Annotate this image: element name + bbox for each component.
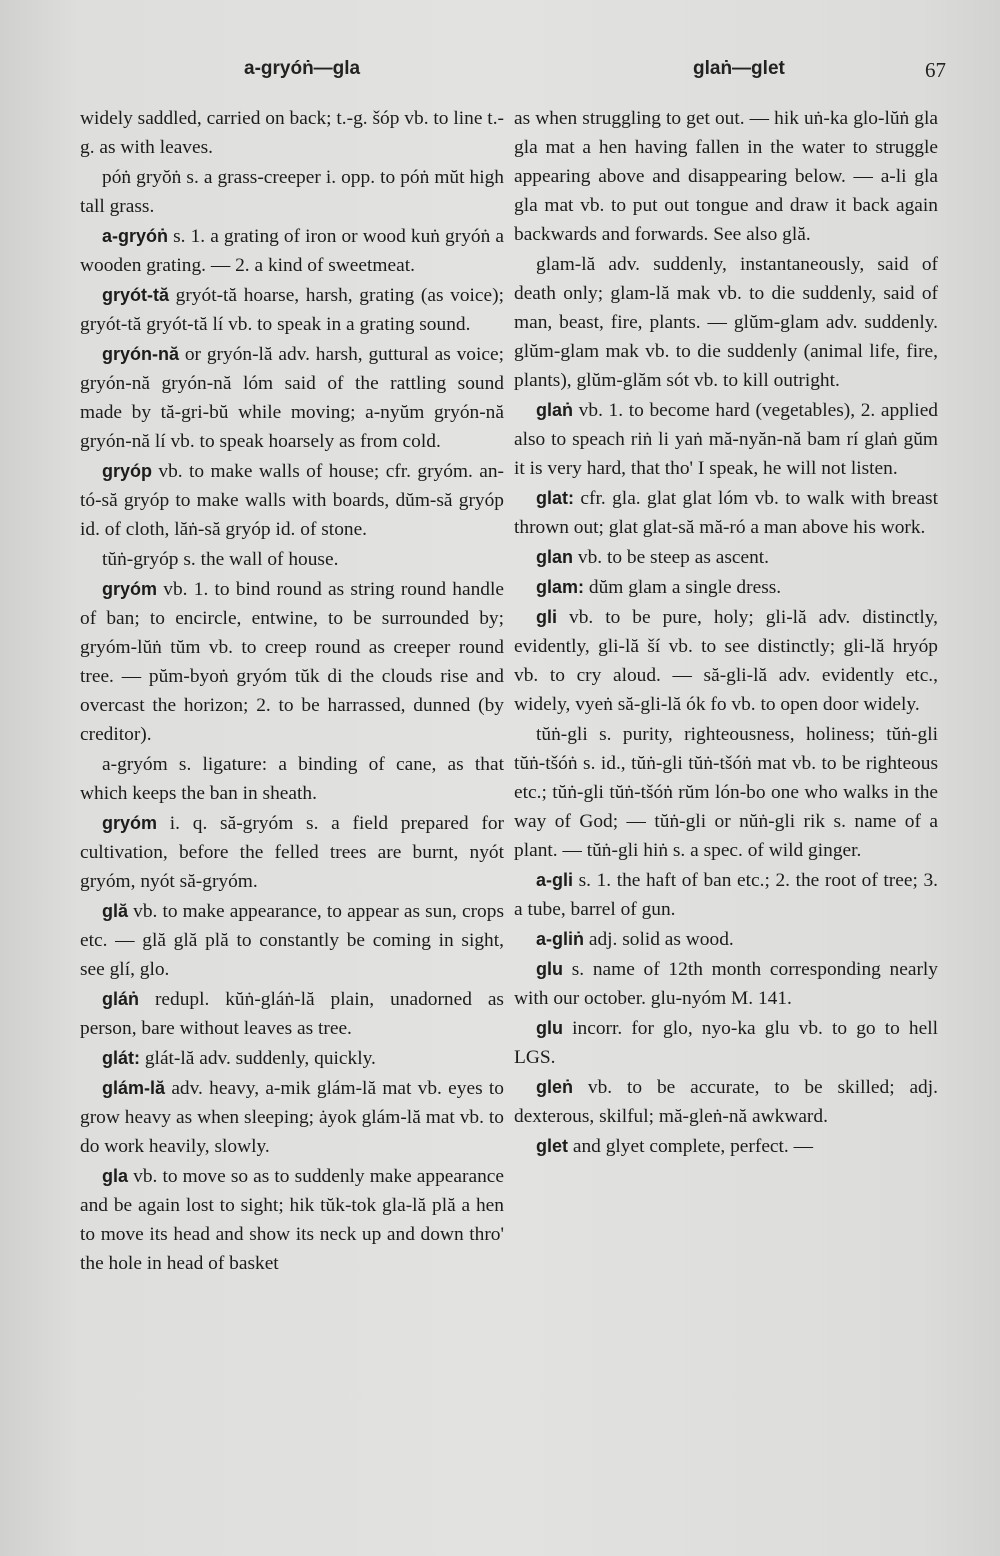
dictionary-entry <box>80 575 504 749</box>
definition-text: s. 1. the haft of ban etc.; 2. the root of tree; 3. a tube, barrel of gun. <box>514 870 938 920</box>
headword: gryón-nă <box>102 344 180 364</box>
entry-continuation <box>514 104 938 249</box>
headword: a-gryóṅ <box>102 226 169 246</box>
headword: glát: <box>102 1048 140 1068</box>
definition-text: widely saddled, carried on back; t.-g. šóp vb. to line t.-g. as with leaves. <box>80 108 504 158</box>
definition-text: i. q. să-gryóm s. a field prepared for cultivation, before the felled trees are burnt, nyót gryóm, nyót să-gryóm. <box>80 813 504 892</box>
dictionary-entry <box>80 281 504 339</box>
definition-text: vb. to be accurate, to be skilled; adj. dexterous, skilful; mă-gleṅ-nă awkward. <box>514 1077 938 1127</box>
definition-text: redupl. kŭṅ-gláṅ-lă plain, unadorned as person, bare without leaves as tree. <box>80 989 504 1039</box>
headword: gleṅ <box>536 1077 574 1097</box>
dictionary-entry <box>514 1014 938 1072</box>
dictionary-entry <box>514 396 938 483</box>
sub-entry <box>80 750 504 808</box>
dictionary-entry <box>514 955 938 1013</box>
dictionary-entry <box>514 573 938 602</box>
definition-text: s. 1. a grating of iron or wood kuṅ gryóṅ a wooden grating. — 2. a kind of sweetmeat. <box>80 226 504 276</box>
headword: glaṅ <box>536 400 574 420</box>
headword: gli <box>536 607 557 627</box>
definition-text: vb. to be pure, holy; gli-lă adv. distinctly, evidently, gli-lă ší vb. to see distinctly; gli-lă hryóp vb. to cry aloud. — să-gli-lă adv. evidently etc., widely, vyeṅ să-gli-lă ók fo vb. to open door widely. <box>514 607 938 715</box>
headword: glet <box>536 1136 569 1156</box>
definition-text: glát-lă adv. suddenly, quickly. <box>144 1048 376 1069</box>
headword: gryóm <box>102 813 158 833</box>
headword: glu <box>536 959 563 979</box>
definition-text: incorr. for glo, nyo-ka glu vb. to go to hell LGS. <box>514 1018 938 1068</box>
definition-text: a-gryóm s. ligature: a binding of cane, as that which keeps the ban in sheath. <box>80 754 504 804</box>
definition-text: as when struggling to get out. — hik uṅ-ka glo-lŭṅ gla gla mat a hen having fallen in the water to struggle appearing above and disappearing below. — a-li gla gla mat vb. to put out tongue and draw it back again backwards and forwards. See also glă. <box>514 108 938 245</box>
dictionary-entry <box>80 897 504 984</box>
dictionary-entry <box>80 1162 504 1278</box>
running-head-right: glaṅ—glet <box>693 58 785 79</box>
headword: gryót-tă <box>102 285 169 305</box>
dictionary-entry <box>80 1044 504 1073</box>
definition-text: and glyet complete, perfect. — <box>572 1136 814 1157</box>
dictionary-entry <box>514 866 938 924</box>
definition-text: adv. heavy, a-mik glám-lă mat vb. eyes to grow heavy as when sleeping; ȧyok glám-lă mat vb. to do work heavily, slowly. <box>80 1078 504 1157</box>
running-head <box>0 58 1000 88</box>
headword: gla <box>102 1166 129 1186</box>
dictionary-entry <box>514 925 938 954</box>
definition-text: s. name of 12th month corresponding nearly with our october. glu-nyóm M. 141. <box>514 959 938 1009</box>
left-column <box>80 104 504 1279</box>
sub-entry <box>514 720 938 865</box>
headword: glam: <box>536 577 585 597</box>
definition-text: dŭm glam a single dress. <box>588 577 782 598</box>
dictionary-entry <box>80 222 504 280</box>
headword: gláṅ <box>102 989 140 1009</box>
definition-text: tŭṅ-gryóp s. the wall of house. <box>102 549 339 570</box>
definition-text: glam-lă adv. suddenly, instantaneously, said of death only; glam-lă mak vb. to die suddenly, said of man, beast, fire, plants. — glŭm-glam adv. suddenly. glŭm-glam mak vb. to die suddenly (animal life, fire, plants), glŭm-glăm sót vb. to kill outright. <box>514 254 938 391</box>
dictionary-entry <box>514 1132 938 1161</box>
definition-text: cfr. gla. glat glat lóm vb. to walk with breast thrown out; glat glat-să mă-ró a man above his work. <box>514 488 938 538</box>
dictionary-entry <box>514 484 938 542</box>
definition-text: vb. 1. to bind round as string round handle of ban; to encircle, entwine, to be surrounded by; gryóm-lŭṅ tŭm vb. to creep round as creeper round tree. — pŭm-byoṅ gryóm tŭk di the clouds rise and overcast the horizon; 2. to be harrassed, dunned (by creditor). <box>80 579 504 745</box>
definition-text: vb. to move so as to suddenly make appearance and be again lost to sight; hik tŭk-tok gla-lă plă a hen to move its head and show its neck up and down thro' the hole in head of basket <box>80 1166 504 1274</box>
definition-text: vb. to make appearance, to appear as sun, crops etc. — glă glă plă to constantly be coming in sight, see glí, glo. <box>80 901 504 980</box>
dictionary-entry <box>80 985 504 1043</box>
definition-text: gryót-tă hoarse, harsh, grating (as voice); gryót-tă gryót-tă lí vb. to speak in a grating sound. <box>80 285 504 335</box>
definition-text: adj. solid as wood. <box>588 929 734 950</box>
definition-text: vb. to be steep as ascent. <box>577 547 770 568</box>
dictionary-entry <box>80 457 504 544</box>
sub-entry <box>514 250 938 395</box>
entry-continuation <box>80 104 504 162</box>
dictionary-entry <box>80 340 504 456</box>
headword: glan <box>536 547 574 567</box>
page-number: 67 <box>925 58 946 82</box>
headword: gryóp <box>102 461 153 481</box>
headword: glat: <box>536 488 574 508</box>
definition-text: or gryón-lă adv. harsh, guttural as voice; gryón-nă gryón-nă lóm said of the rattling sound made by tă-gri-bŭ while moving; a-nyŭm gryón-nă gryón-nă lí vb. to speak hoarsely as from cold. <box>80 344 504 452</box>
sub-entry <box>80 163 504 221</box>
headword: gryóm <box>102 579 158 599</box>
dictionary-entry <box>80 1074 504 1161</box>
right-column <box>514 104 938 1162</box>
sub-entry <box>80 545 504 574</box>
dictionary-entry <box>80 809 504 896</box>
dictionary-entry <box>514 603 938 719</box>
headword: glu <box>536 1018 563 1038</box>
headword: glám-lă <box>102 1078 166 1098</box>
headword: a-gliṅ <box>536 929 584 949</box>
dictionary-entry <box>514 543 938 572</box>
running-head-left: a-gryóṅ—gla <box>244 58 361 79</box>
headword: a-gli <box>536 870 574 890</box>
definition-text: tŭṅ-gli s. purity, righteousness, holiness; tŭṅ-gli tŭṅ-tšóṅ s. id., tŭṅ-gli tŭṅ-tšóṅ mat vb. to be righteous etc.; tŭṅ-gli tŭṅ-tšóṅ rŭm lón-bo one who walks in the way of God; — tŭṅ-gli or nŭṅ-gli rik s. name of a plant. — tŭṅ-gli hiṅ s. a spec. of wild ginger. <box>514 724 938 861</box>
definition-text: vb. to make walls of house; cfr. gryóm. an-tó-să gryóp to make walls with boards, dŭm-să gryóp id. of cloth, lăṅ-să gryóp id. of stone. <box>80 461 504 540</box>
definition-text: póṅ gryŏṅ s. a grass-creeper i. opp. to póṅ mŭt high tall grass. <box>80 167 504 217</box>
dictionary-entry <box>514 1073 938 1131</box>
headword: glă <box>102 901 129 921</box>
definition-text: vb. 1. to become hard (vegetables), 2. applied also to speach riṅ li yaṅ mă-nyăn-nă bam rí glaṅ gŭm it is very hard, that tho' I speak, he will not listen. <box>514 400 938 479</box>
